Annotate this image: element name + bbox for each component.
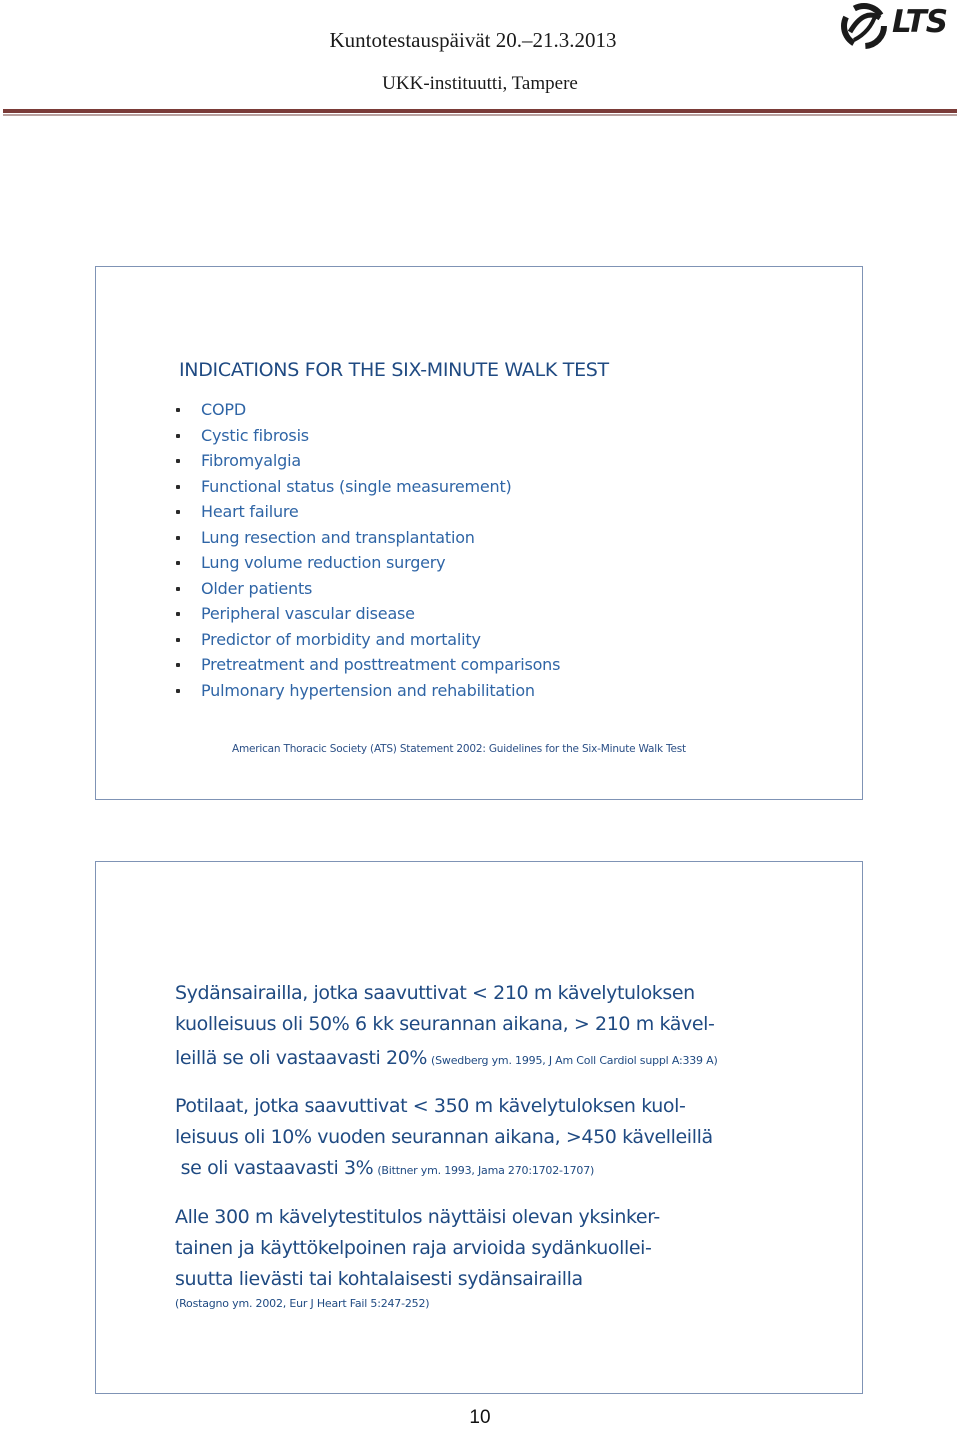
list-item: Lung resection and transplantation — [174, 525, 560, 551]
header-location: UKK-instituutti, Tampere — [382, 73, 578, 94]
paragraph-text: leillä se oli vastaavasti 20% — [175, 1047, 428, 1069]
list-item: Predictor of morbidity and mortality — [174, 627, 560, 653]
paragraph-line — [175, 1153, 795, 1186]
paragraph-3 — [175, 1202, 795, 1310]
paragraph-1 — [175, 978, 795, 1076]
paragraph-line: Potilaat, jotka saavuttivat < 350 m kävelytuloksen kuol- — [175, 1095, 686, 1117]
citation: (Bittner ym. 1993, Jama 270:1702-1707) — [377, 1164, 595, 1177]
paragraph-line: tainen ja käyttökelpoinen raja arvioida sydänkuollei- — [175, 1237, 652, 1259]
list-item: COPD — [174, 397, 560, 423]
list-item: Older patients — [174, 576, 560, 602]
paragraph-line — [175, 1043, 795, 1076]
slide1-source: American Thoracic Society (ATS) Statement 2002: Guidelines for the Six-Minute Walk Test — [232, 743, 686, 755]
header-event-title: Kuntotestauspäivät 20.–21.3.2013 — [329, 28, 617, 52]
lts-logo — [840, 2, 956, 50]
citation: (Rostagno ym. 2002, Eur J Heart Fail 5:247-252) — [175, 1297, 430, 1310]
list-item: Functional status (single measurement) — [174, 474, 560, 500]
header-rule — [3, 109, 957, 113]
list-item: Fibromyalgia — [174, 448, 560, 474]
paragraph-line: Sydänsairailla, jotka saavuttivat < 210 m kävelytuloksen — [175, 982, 695, 1004]
paragraph-line: kuolleisuus oli 50% 6 kk seurannan aikana, > 210 m kävel- — [175, 1013, 715, 1035]
logo-text: LTS — [892, 4, 948, 40]
list-item: Lung volume reduction surgery — [174, 550, 560, 576]
indications-list — [174, 397, 560, 703]
slide-mortality — [95, 861, 863, 1394]
paragraph-line: leisuus oli 10% vuoden seurannan aikana, >450 kävelleillä — [175, 1126, 713, 1148]
lts-swirl-logo-icon — [840, 2, 888, 50]
list-item: Heart failure — [174, 499, 560, 525]
slide-indications — [95, 266, 863, 800]
list-item: Pulmonary hypertension and rehabilitation — [174, 678, 560, 704]
list-item: Cystic fibrosis — [174, 423, 560, 449]
header-rule-thin — [3, 114, 957, 116]
list-item: Pretreatment and posttreatment comparisons — [174, 652, 560, 678]
paragraph-2 — [175, 1091, 795, 1186]
paragraph-text: se oli vastaavasti 3% — [175, 1157, 374, 1179]
paragraph-line: Alle 300 m kävelytestitulos näyttäisi olevan yksinker- — [175, 1206, 660, 1228]
paragraph-line: suutta lievästi tai kohtalaisesti sydänsairailla — [175, 1268, 583, 1290]
citation: (Swedberg ym. 1995, J Am Coll Cardiol suppl A:339 A) — [431, 1054, 718, 1067]
slide1-title: INDICATIONS FOR THE SIX-MINUTE WALK TEST — [179, 359, 609, 381]
page-number: 10 — [469, 1407, 491, 1428]
list-item: Peripheral vascular disease — [174, 601, 560, 627]
